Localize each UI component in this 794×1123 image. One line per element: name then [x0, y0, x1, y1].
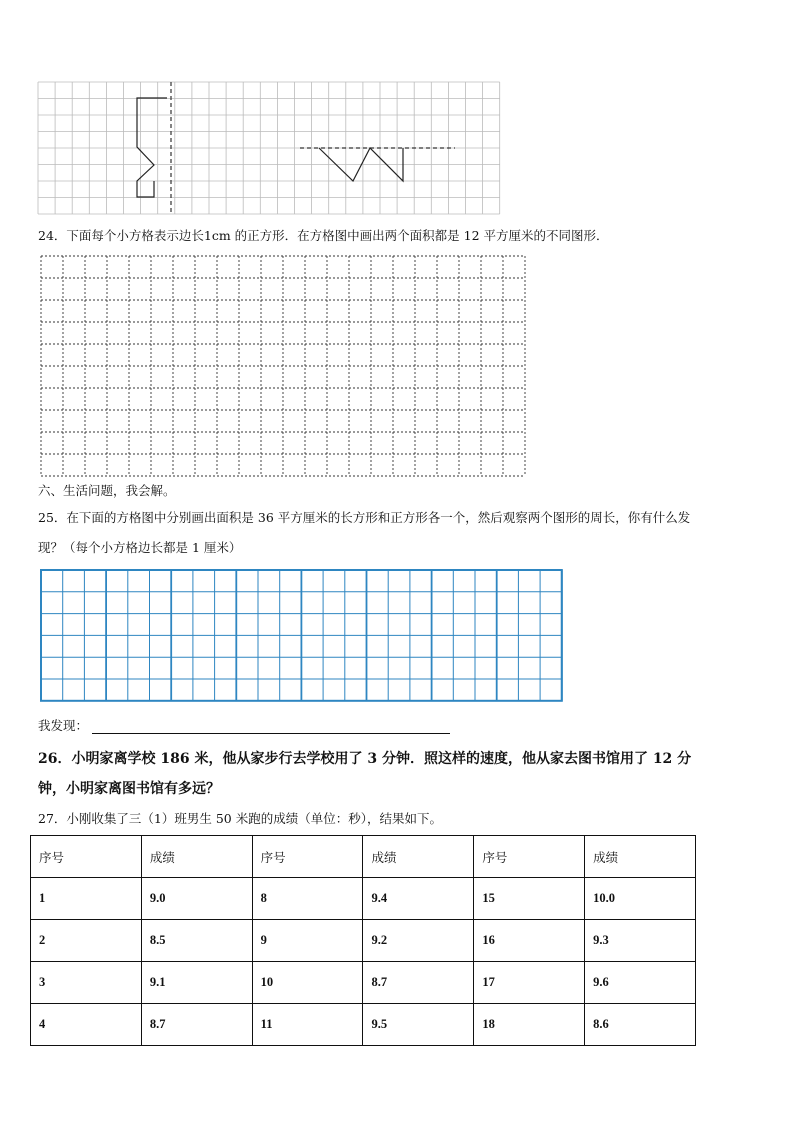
table-cell: 10	[252, 962, 363, 1004]
table-cell: 11	[252, 1004, 363, 1046]
blue-square-grid[interactable]	[40, 569, 564, 703]
table-cell: 8.7	[363, 962, 474, 1004]
table-cell: 9.3	[585, 920, 696, 962]
header-cell: 成绩	[363, 836, 474, 878]
table-cell: 9.6	[585, 962, 696, 1004]
header-cell: 成绩	[141, 836, 252, 878]
table-cell: 2	[31, 920, 142, 962]
question-27: 27．小刚收集了三（1）班男生 50 米跑的成绩（单位：秒），结果如下。	[38, 811, 442, 826]
table-cell: 4	[31, 1004, 142, 1046]
answer-blank-line[interactable]	[92, 733, 450, 734]
blue-grid-lines	[41, 570, 562, 701]
table-cell: 9.5	[363, 1004, 474, 1046]
answer-label: 我发现：	[38, 718, 89, 733]
question-26-line2: 钟，小明家离图书馆有多远？	[38, 781, 220, 797]
table-cell: 15	[474, 878, 585, 920]
table-cell: 10.0	[585, 878, 696, 920]
dashed-grid-lines	[41, 256, 525, 476]
table-cell: 9.0	[141, 878, 252, 920]
mirror-grid-lines	[38, 82, 500, 214]
question-24: 24．下面每个小方格表示边长1cm 的正方形．在方格图中画出两个面积都是 12 平方厘米的不同图形．	[38, 228, 609, 243]
question-25-line2: 现？（每个小方格边长都是 1 厘米）	[38, 540, 242, 555]
question-25-line1: 25．在下面的方格图中分别画出面积是 36 平方厘米的长方形和正方形各一个，然后观察两个图形的周长，你有什么发	[38, 510, 691, 525]
half-shape-left	[137, 98, 167, 197]
header-cell: 序号	[252, 836, 363, 878]
table-row	[31, 962, 696, 1004]
half-shape-right-inner	[337, 148, 353, 165]
table-cell: 9.2	[363, 920, 474, 962]
header-cell: 序号	[474, 836, 585, 878]
table-cell: 9.1	[141, 962, 252, 1004]
table-row	[31, 1004, 696, 1046]
table-cell: 17	[474, 962, 585, 1004]
table-cell: 8.7	[141, 1004, 252, 1046]
table-cell: 16	[474, 920, 585, 962]
table-cell: 8	[252, 878, 363, 920]
question-26-line1: 26．小明家离学校 186 米，他从家步行去学校用了 3 分钟．照这样的速度，他从家去图书馆用了 12 分	[38, 751, 692, 767]
table-cell: 3	[31, 962, 142, 1004]
table-cell: 18	[474, 1004, 585, 1046]
table-row	[31, 878, 696, 920]
table-cell: 9.4	[363, 878, 474, 920]
table-cell: 8.5	[141, 920, 252, 962]
table-header-row	[31, 836, 696, 878]
table-cell: 8.6	[585, 1004, 696, 1046]
scores-table	[30, 835, 696, 1046]
symmetry-grid-figure	[0, 0, 794, 230]
table-cell: 9	[252, 920, 363, 962]
dashed-square-grid[interactable]	[40, 255, 530, 479]
table-row	[31, 920, 696, 962]
header-cell: 序号	[31, 836, 142, 878]
section-6-title: 六、生活问题，我会解。	[38, 483, 176, 498]
header-cell: 成绩	[585, 836, 696, 878]
table-cell: 1	[31, 878, 142, 920]
